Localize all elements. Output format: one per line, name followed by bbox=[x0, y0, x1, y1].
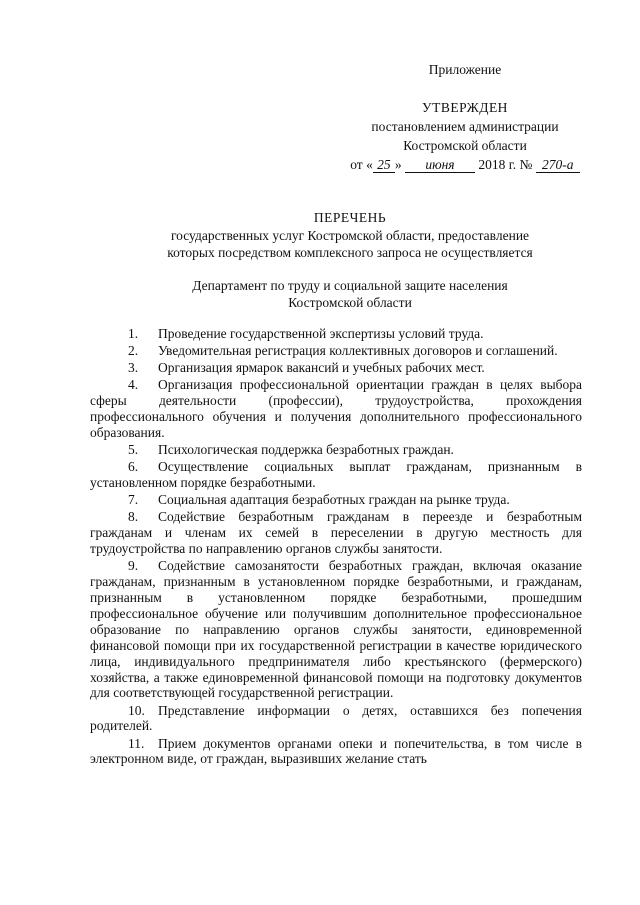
services-list bbox=[90, 326, 582, 769]
list-item-text: Содействие безработным гражданам в переезде и безработным гражданам и членам их семей в переселении в другую местность для трудоустройства по направлению органов службы занятости. bbox=[90, 509, 582, 557]
document-subtitle-line-2: которых посредством комплексного запроса не осуществляется bbox=[167, 245, 533, 260]
list-item-number: 4. bbox=[128, 377, 139, 393]
list-item bbox=[90, 326, 582, 342]
approval-block bbox=[330, 60, 600, 174]
approval-line-1: постановлением администрации bbox=[371, 119, 559, 134]
list-item bbox=[90, 703, 582, 735]
approval-date-line bbox=[330, 155, 600, 174]
document-heading bbox=[100, 209, 600, 261]
list-item bbox=[90, 377, 582, 441]
list-item-text: Содействие самозанятости безработных граждан, включая оказание гражданам, признанным в установленном порядке безработными, и гражданам, признанным в установленном порядке безработными, прошедшим профессиональное обучение или получившим дополнительное профессиональное образование по направлению органов службы занятости, единовременной финансовой помощи при их государственной регистрации в качестве юридического лица, индивидуального предпринимателя либо крестьянского (фермерского) хозяйства, а также единовременной финансовой помощи на подготовку документов для соответствующей государственной регистрации. bbox=[90, 558, 582, 701]
list-item-number: 5. bbox=[128, 442, 139, 458]
list-item-text: Проведение государственной экспертизы условий труда. bbox=[158, 326, 484, 341]
date-from: от « bbox=[350, 157, 373, 172]
list-item-text: Осуществление социальных выплат гражданам, признанным в установленном порядке безработными. bbox=[90, 459, 582, 491]
document-title: ПЕРЕЧЕНЬ bbox=[313, 210, 387, 225]
list-item-text: Психологическая поддержка безработных граждан. bbox=[158, 442, 454, 458]
list-item bbox=[90, 492, 582, 508]
list-item bbox=[90, 442, 582, 458]
list-item bbox=[90, 509, 582, 557]
document-subtitle-line-1: государственных услуг Костромской области, предоставление bbox=[170, 228, 530, 243]
list-item bbox=[90, 459, 582, 491]
list-item-number: 9. bbox=[128, 558, 139, 574]
list-item-number: 8. bbox=[128, 509, 139, 525]
list-item-number: 10. bbox=[128, 702, 145, 718]
approval-line-2: Костромской области bbox=[403, 138, 527, 153]
list-item-text: Уведомительная регистрация коллективных договоров и соглашений. bbox=[158, 343, 558, 359]
document-number: 270-а bbox=[536, 158, 580, 173]
list-item-number: 7. bbox=[128, 492, 139, 508]
date-year: 2018 г. № bbox=[478, 157, 533, 172]
department-line-2: Костромской области bbox=[288, 295, 412, 310]
list-item-number: 1. bbox=[128, 326, 139, 341]
list-item-text: Прием документов органами опеки и попечительства, в том числе в электронном виде, от граждан, выразивших желание стать bbox=[90, 735, 582, 767]
list-item-text: Социальная адаптация безработных граждан на рынке труда. bbox=[158, 492, 510, 508]
list-item bbox=[90, 343, 582, 359]
list-item-number: 3. bbox=[128, 360, 139, 376]
list-item-text: Организация ярмарок вакансий и учебных рабочих мест. bbox=[158, 360, 485, 376]
department-line-1: Департамент по труду и социальной защите населения bbox=[192, 278, 508, 293]
list-item-number: 2. bbox=[128, 343, 139, 359]
list-item-text: Представление информации о детях, оставшихся без попечения родителей. bbox=[90, 702, 582, 734]
list-item-number: 11. bbox=[128, 735, 145, 751]
list-item bbox=[90, 360, 582, 376]
list-item bbox=[90, 736, 582, 768]
appendix-label: Приложение bbox=[428, 62, 502, 77]
list-item-number: 6. bbox=[128, 459, 139, 475]
department-heading bbox=[100, 277, 600, 311]
date-month: июня bbox=[405, 158, 475, 173]
list-item-text: Организация профессиональной ориентации граждан в целях выбора сферы деятельности (профессии), трудоустройства, прохождения профессионального обучения и получения дополнительного профессионального образования. bbox=[90, 377, 582, 440]
date-day: 25 bbox=[373, 158, 395, 173]
approved-label: УТВЕРЖДЕН bbox=[422, 100, 508, 115]
list-item bbox=[90, 558, 582, 701]
date-mid: » bbox=[394, 157, 402, 172]
